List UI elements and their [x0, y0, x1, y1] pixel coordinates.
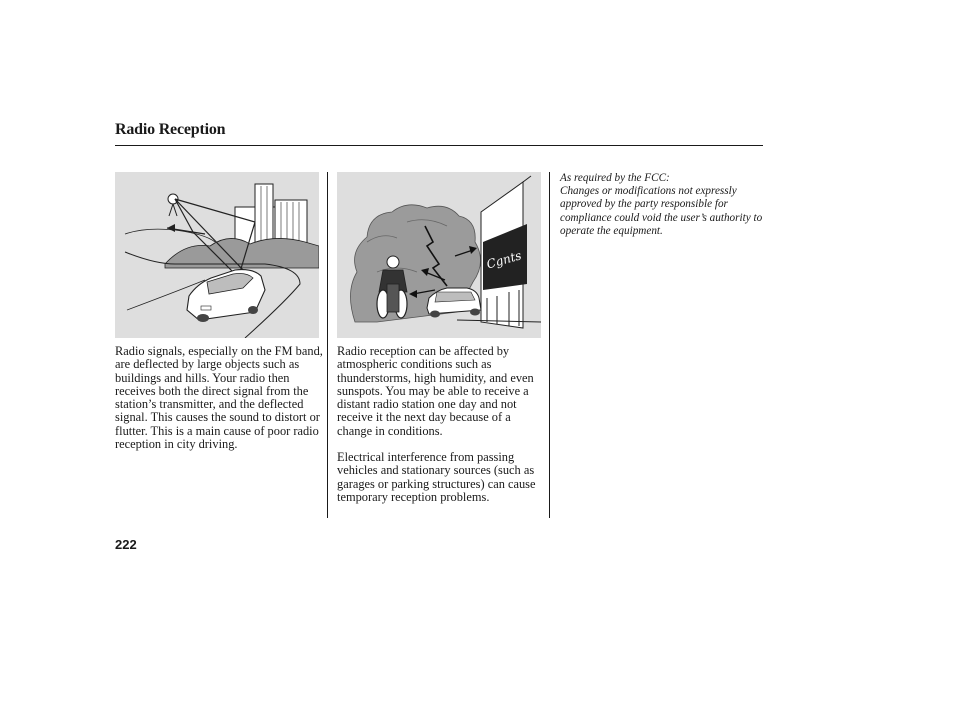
page-number: 222: [115, 537, 137, 552]
atmospheric-interference-illustration: [337, 172, 541, 338]
interference-paragraph: Electrical interference from passing vehicles and stationary sources (such as garages or parking structures) can cause temporary reception problems.: [337, 450, 536, 504]
column-2-text: [337, 345, 542, 504]
fcc-body: Changes or modifications not expressly approved by the party responsible for compliance could void the user’s authority to operate the equipment.: [560, 185, 763, 237]
column-divider-2: [549, 172, 550, 518]
column-divider-1: [327, 172, 328, 518]
svg-text:Cgnts: Cgnts: [484, 248, 523, 272]
fcc-heading: As required by the FCC:: [560, 172, 670, 184]
page-title: Radio Reception: [115, 121, 226, 138]
deflection-paragraph: Radio signals, especially on the FM band, are deflected by large objects such as buildings and hills. Your radio then receives both the direct signal from the station’s transmitter, and the deflected signal. This causes the sound to distort or flutter. This is a main cause of poor radio reception in city driving.: [115, 344, 323, 452]
atmospheric-paragraph: Radio reception can be affected by atmospheric conditions such as thunderstorms, high humidity, and even sunspots. You may be able to receive a distant radio station one day and not receive it the next day because of a change in conditions.: [337, 344, 534, 438]
title-rule: [115, 145, 763, 146]
fcc-notice: [560, 172, 765, 238]
column-1-text: [115, 345, 325, 451]
signal-deflection-illustration: [115, 172, 319, 338]
